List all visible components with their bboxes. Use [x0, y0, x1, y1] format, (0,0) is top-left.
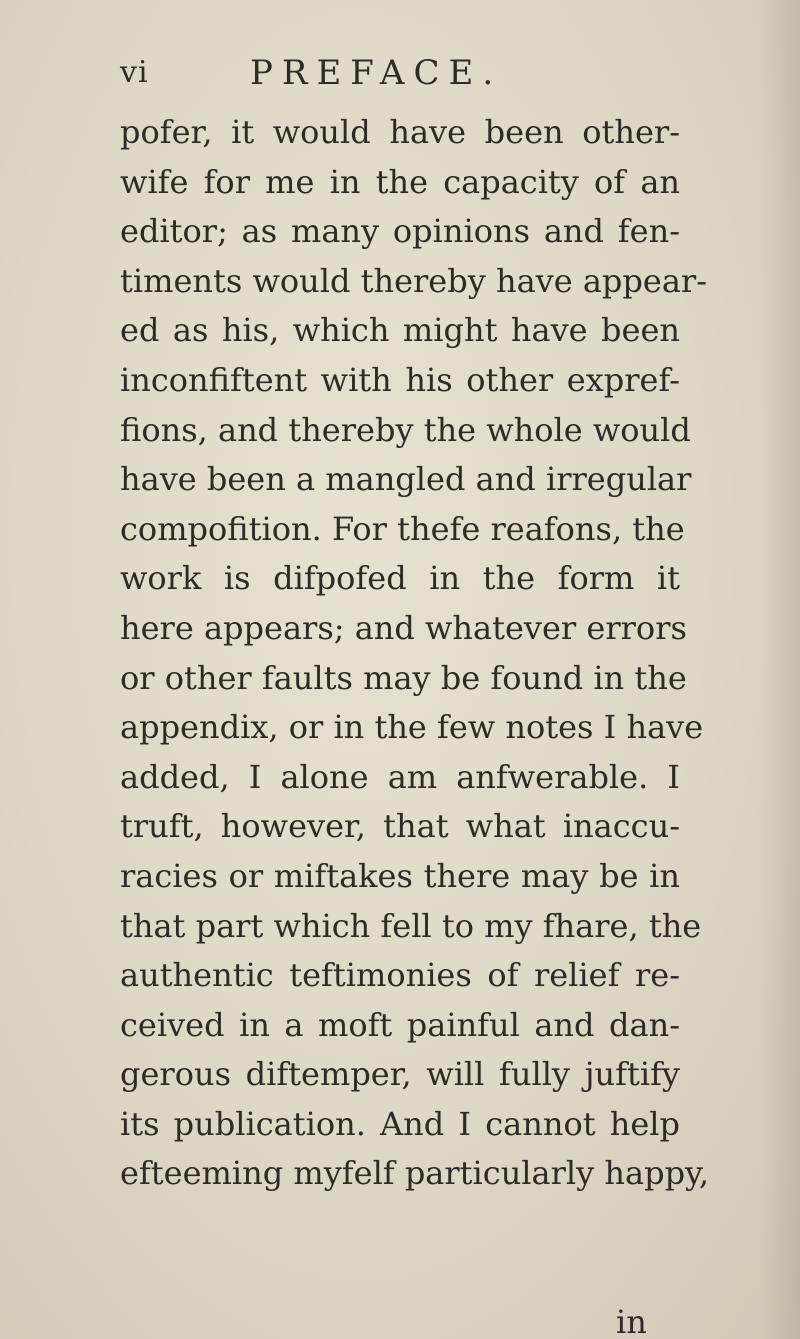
- text-line: ceived in a moft painful and dan-: [120, 1005, 680, 1044]
- text-line: appendix, or in the few notes I have: [120, 708, 704, 747]
- catchword: in: [616, 1303, 647, 1339]
- page-number: vi: [120, 55, 149, 90]
- text-line: efteeming myfelf particularly happy,: [120, 1154, 710, 1193]
- text-line: that part which fell to my fhare, the: [120, 906, 702, 945]
- text-line: work is difpofed in the form it: [120, 559, 680, 598]
- text-line: timents would thereby have appear-: [120, 261, 708, 300]
- body-text: [120, 108, 710, 1199]
- text-line: compofition. For thefe reafons, the: [120, 509, 685, 548]
- text-line: gerous diftemper, will fully juftify: [120, 1055, 680, 1094]
- text-line: ed as his, which might have been: [120, 311, 680, 350]
- text-line: here appears; and whatever errors: [120, 608, 687, 647]
- text-line: inconfiftent with his other expref-: [120, 360, 680, 399]
- text-line: or other faults may be found in the: [120, 658, 687, 697]
- text-line: editor; as many opinions and fen-: [120, 212, 680, 251]
- page-header: [120, 48, 680, 98]
- text-line: racies or miftakes there may be in: [120, 856, 680, 895]
- text-line: wife for me in the capacity of an: [120, 162, 680, 201]
- text-line: authentic teftimonies of relief re-: [120, 956, 680, 995]
- text-line: fions, and thereby the whole would: [120, 410, 691, 449]
- text-line: added, I alone am anfwerable. I: [120, 757, 680, 796]
- text-line: have been a mangled and irregular: [120, 460, 692, 499]
- text-line: truft, however, that what inaccu-: [120, 807, 680, 846]
- running-title: PREFACE.: [250, 53, 503, 93]
- page-edge-shadow: [760, 0, 800, 1339]
- text-line: its publication. And I cannot help: [120, 1104, 680, 1143]
- text-line: pofer, it would have been other-: [120, 113, 680, 151]
